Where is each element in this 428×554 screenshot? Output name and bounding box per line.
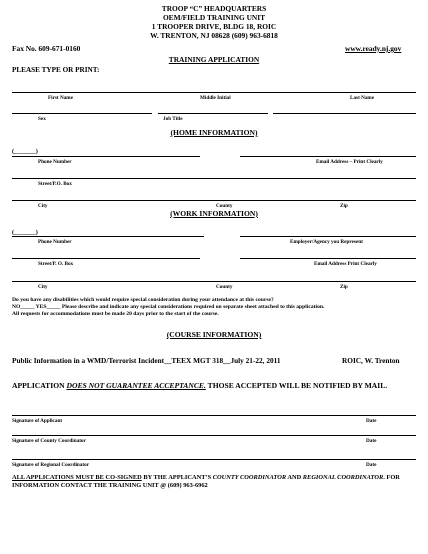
- regional-date-label: Date: [366, 462, 377, 468]
- home-phone-prefix: (_______): [12, 148, 38, 155]
- work-phone-line[interactable]: [12, 236, 204, 237]
- middle-initial-label: Middle Initial: [200, 95, 231, 101]
- work-email-line[interactable]: [240, 258, 416, 259]
- home-info-heading: (HOME INFORMATION): [170, 128, 258, 137]
- sex-label: Sex: [38, 116, 46, 122]
- county-date-label: Date: [366, 438, 377, 444]
- employer-line[interactable]: [240, 236, 416, 237]
- footer-note: ALL APPLICATIONS MUST BE CO-SIGNED BY THE APPLICANT’S COUNTY COORDINATOR AND REGIONAL COORDINATOR. FOR INFORMATION CONTACT THE TRAINING UNIT @ (609) 963-6962: [12, 474, 400, 489]
- home-zip-label: Zip: [340, 203, 348, 209]
- home-email-label: Email Address – Print Clearly: [316, 159, 383, 165]
- instruction-text: PLEASE TYPE OR PRINT:: [12, 66, 100, 74]
- work-phone-label: Phone Number: [38, 239, 72, 245]
- disability-question: Do you have any disabilities which would require special consideration during your attendance at this course?: [12, 297, 274, 303]
- header-line-1: TROOP “C” HEADQUARTERS: [161, 4, 267, 13]
- regional-signature-label: Signature of Regional Coordinator: [12, 462, 89, 468]
- job-title-line-2[interactable]: [273, 113, 416, 114]
- applicant-date-label: Date: [366, 418, 377, 424]
- job-title-line[interactable]: [158, 113, 268, 114]
- header-line-4: W. TRENTON, NJ 08628 (609) 963-6818: [150, 31, 278, 40]
- acceptance-notice: APPLICATION DOES NOT GUARANTEE ACCEPTANCE. THOSE ACCEPTED WILL BE NOTIFIED BY MAIL.: [12, 381, 388, 390]
- name-line[interactable]: [12, 92, 416, 93]
- work-city-label: City: [38, 284, 48, 290]
- employer-label: Employer/Agency you Represent: [290, 239, 363, 245]
- header-line-2: OEM/FIELD TRAINING UNIT: [162, 13, 266, 22]
- website-link[interactable]: www.ready.nj.gov: [345, 44, 402, 53]
- work-county-label: County: [216, 284, 233, 290]
- work-street-line[interactable]: [12, 258, 200, 259]
- regional-signature-line[interactable]: [12, 459, 416, 460]
- last-name-label: Last Name: [350, 95, 375, 101]
- home-city-line[interactable]: [12, 200, 416, 201]
- form-title: TRAINING APPLICATION: [168, 55, 260, 64]
- course-line-left: Public Information in a WMD/Terrorist Incident__TEEX MGT 318__July 21-22, 2011: [12, 356, 281, 365]
- home-phone-label: Phone Number: [38, 159, 72, 165]
- work-info-heading: (WORK INFORMATION): [170, 209, 258, 218]
- applicant-signature-label: Signature of Applicant: [12, 418, 63, 424]
- work-city-line[interactable]: [12, 281, 416, 282]
- home-street-line[interactable]: [12, 178, 416, 179]
- course-info-heading: (COURSE INFORMATION): [166, 330, 262, 339]
- fax-number: Fax No. 609-671-0160: [12, 44, 81, 53]
- county-signature-line[interactable]: [12, 435, 416, 436]
- course-location: ROIC, W. Trenton: [342, 356, 400, 365]
- sex-line[interactable]: [12, 113, 152, 114]
- first-name-label: First Name: [48, 95, 73, 101]
- county-signature-label: Signature of County Coordinator: [12, 438, 86, 444]
- home-email-line[interactable]: [240, 156, 416, 157]
- work-phone-prefix: (_______): [12, 229, 38, 236]
- home-phone-line[interactable]: [12, 156, 200, 157]
- disability-note: All requests for accommodations must be made 20 days prior to the start of the course.: [12, 311, 219, 317]
- work-zip-label: Zip: [340, 284, 348, 290]
- home-street-label: Street/P.O. Box: [38, 181, 72, 187]
- work-email-label: Email Address Print Clearly: [314, 261, 377, 267]
- disability-options[interactable]: NO_____ YES_____ Please describe and indicate any special considerations required on separate sheet attached to this application.: [12, 304, 325, 310]
- applicant-signature-line[interactable]: [12, 415, 416, 416]
- work-street-label: Street/P. O. Box: [38, 261, 74, 267]
- job-title-label: Job Title: [163, 116, 183, 122]
- home-county-label: County: [216, 203, 233, 209]
- header-line-3: 1 TROOPER DRIVE, BLDG 18, ROIC: [151, 22, 277, 31]
- home-city-label: City: [38, 203, 48, 209]
